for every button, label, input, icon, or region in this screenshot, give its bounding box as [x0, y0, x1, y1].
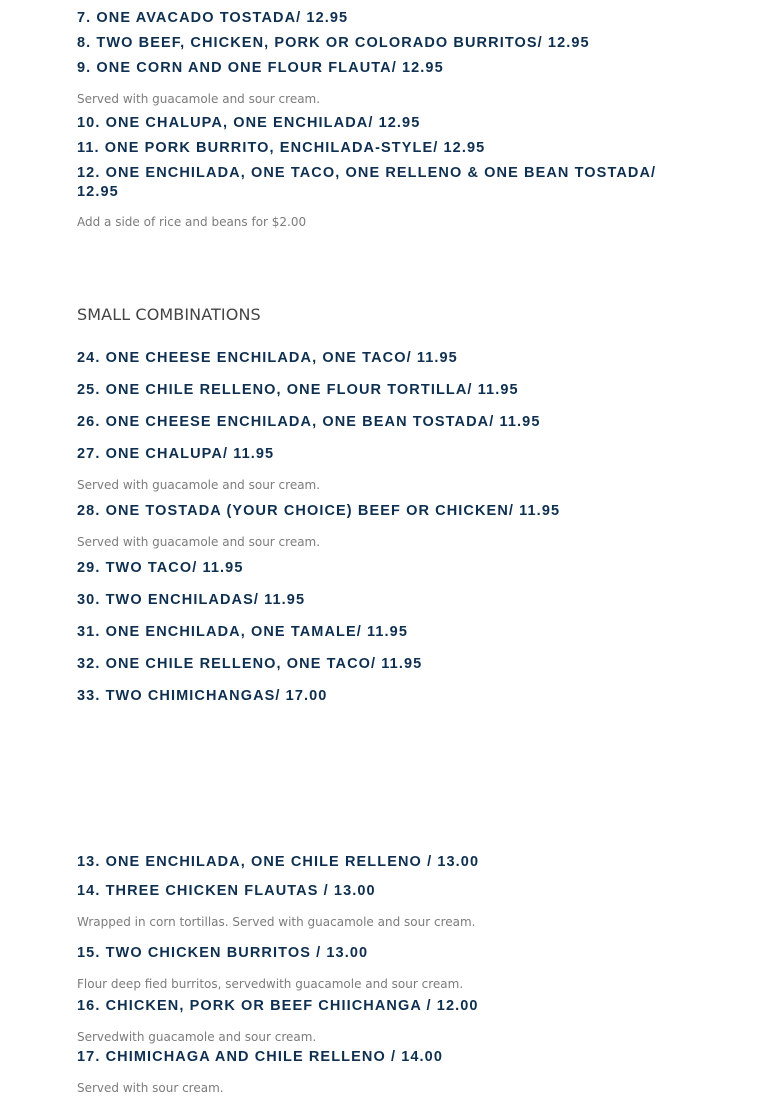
menu-item-24: 24. ONE CHEESE ENCHILADA, ONE TACO/ 11.95 [77, 350, 458, 366]
menu-item-26: 26. ONE CHEESE ENCHILADA, ONE BEAN TOSTADA/ 11.95 [77, 414, 541, 430]
menu-item-16: 16. CHICKEN, PORK OR BEEF CHIICHANGA / 12.00 [77, 998, 479, 1014]
menu-item-32: 32. ONE CHILE RELLENO, ONE TACO/ 11.95 [77, 656, 423, 672]
menu-item-9: 9. ONE CORN AND ONE FLOUR FLAUTA/ 12.95 [77, 60, 444, 76]
menu-item-30: 30. TWO ENCHILADAS/ 11.95 [77, 592, 306, 608]
menu-item-7: 7. ONE AVACADO TOSTADA/ 12.95 [77, 10, 349, 26]
section-heading: SMALL COMBINATIONS [77, 305, 261, 324]
cut-off-menu-item [77, 0, 377, 2]
menu-item-14-description: Wrapped in corn tortillas. Served with guacamole and sour cream. [77, 915, 476, 929]
menu-item-13: 13. ONE ENCHILADA, ONE CHILE RELLENO / 13.00 [77, 854, 480, 870]
menu-item-31: 31. ONE ENCHILADA, ONE TAMALE/ 11.95 [77, 624, 409, 640]
menu-item-11: 11. ONE PORK BURRITO, ENCHILADA-STYLE/ 12.95 [77, 140, 486, 156]
menu-item-17-description: Served with sour cream. [77, 1081, 224, 1095]
menu-item-9-description: Served with guacamole and sour cream. [77, 92, 321, 106]
menu-item-27: 27. ONE CHALUPA/ 11.95 [77, 446, 275, 462]
menu-item-15: 15. TWO CHICKEN BURRITOS / 13.00 [77, 945, 369, 961]
menu-item-29: 29. TWO TACO/ 11.95 [77, 560, 244, 576]
menu-item-14: 14. THREE CHICKEN FLAUTAS / 13.00 [77, 883, 376, 899]
menu-item-28: 28. ONE TOSTADA (YOUR CHOICE) BEEF OR CHICKEN/ 11.95 [77, 503, 561, 519]
menu-item-33: 33. TWO CHIMICHANGAS/ 17.00 [77, 688, 328, 704]
menu-item-17: 17. CHIMICHAGA AND CHILE RELLENO / 14.00 [77, 1049, 444, 1065]
menu-item-16-description: Servedwith guacamole and sour cream. [77, 1030, 317, 1044]
menu-item-27-description: Served with guacamole and sour cream. [77, 478, 321, 492]
menu-item-15-description: Flour deep fied burritos, servedwith guacamole and sour cream. [77, 977, 464, 991]
menu-item-8: 8. TWO BEEF, CHICKEN, PORK OR COLORADO BURRITOS/ 12.95 [77, 35, 590, 51]
menu-item-12: 12. ONE ENCHILADA, ONE TACO, ONE RELLENO & ONE BEAN TOSTADA/ 12.95 [77, 165, 657, 200]
menu-item-28-description: Served with guacamole and sour cream. [77, 535, 321, 549]
menu-item-10: 10. ONE CHALUPA, ONE ENCHILADA/ 12.95 [77, 115, 421, 131]
side-note: Add a side of rice and beans for $2.00 [77, 215, 307, 229]
menu-item-25: 25. ONE CHILE RELLENO, ONE FLOUR TORTILLA/ 11.95 [77, 382, 519, 398]
